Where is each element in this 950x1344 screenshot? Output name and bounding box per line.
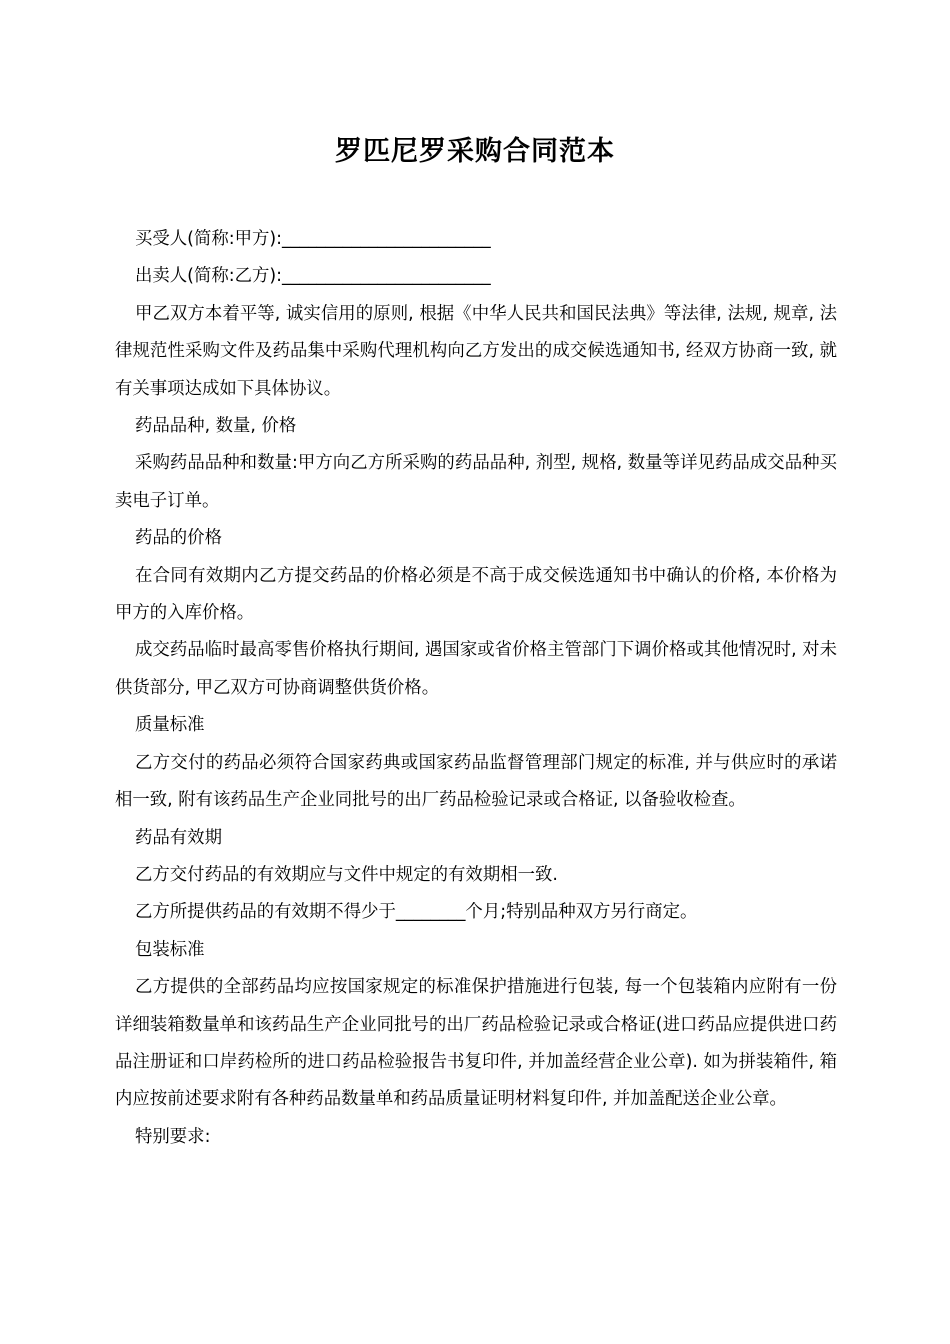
section-heading: 特别要求: [135, 1126, 211, 1147]
document-body [115, 221, 837, 1156]
preamble-paragraph: 甲乙双方本着平等, 诚实信用的原则, 根据《中华人民共和国民法典》等法律, 法规, 规章, 法律规范性采购文件及药品集中采购代理机构向乙方发出的成交候选通知书, 经双方协商一致, 就有关事项达成如下具体协议。 [115, 303, 837, 399]
section-heading: 药品有效期 [135, 827, 222, 848]
seller-line: 出卖人(简称:乙方):________________________ [135, 266, 491, 287]
buyer-line: 买受人(简称:甲方):________________________ [135, 229, 491, 249]
section-heading: 包装标准 [135, 939, 205, 960]
body-paragraph: 乙方交付药品的有效期应与文件中规定的有效期相一致. [135, 864, 558, 885]
body-paragraph: 乙方所提供药品的有效期不得少于________个月;特别品种双方另行商定。 [135, 902, 698, 923]
document-title: 罗匹尼罗采购合同范本 [335, 136, 615, 167]
body-paragraph: 采购药品品种和数量:甲方向乙方所采购的药品品种, 剂型, 规格, 数量等详见药品成交品种买卖电子订单。 [115, 453, 837, 511]
body-paragraph: 在合同有效期内乙方提交药品的价格必须是不高于成交候选通知书中确认的价格, 本价格为甲方的入库价格。 [115, 565, 837, 624]
section-heading: 药品品种, 数量, 价格 [135, 416, 297, 437]
section-heading: 药品的价格 [135, 528, 222, 549]
body-paragraph: 成交药品临时最高零售价格执行期间, 遇国家或省价格主管部门下调价格或其他情况时, 对未供货部分, 甲乙双方可协商调整供货价格。 [115, 640, 837, 698]
section-heading: 质量标准 [135, 715, 205, 736]
body-paragraph: 乙方交付的药品必须符合国家药典或国家药品监督管理部门规定的标准, 并与供应时的承诺相一致, 附有该药品生产企业同批号的出厂药品检验记录或合格证, 以备验收检查。 [115, 752, 837, 811]
body-paragraph: 乙方提供的全部药品均应按国家规定的标准保护措施进行包装, 每一个包装箱内应附有一份详细装箱数量单和该药品生产企业同批号的出厂药品检验记录或合格证(进口药品应提供进口药品注册证和口岸药检所的进口药品检验报告书复印件, 并加盖经营企业公章). 如为拼装箱件, 箱内应按前述要求附有各种药品数量单和药品质量证明材料复印件, 并加盖配送企业公章。 [115, 977, 837, 1110]
